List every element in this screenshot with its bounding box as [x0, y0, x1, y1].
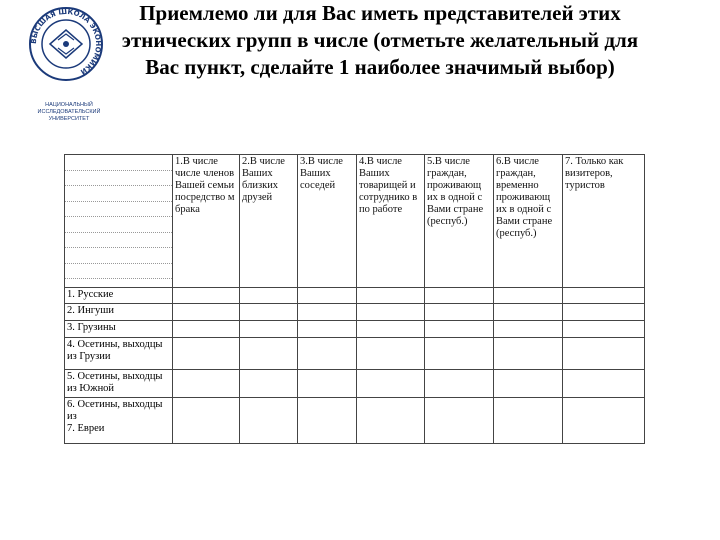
answer-cell[interactable] [240, 304, 298, 321]
answer-cell[interactable] [357, 370, 425, 398]
answer-cell[interactable] [240, 321, 298, 338]
row-label: 4. Осетины, выходцы из Грузии [65, 338, 173, 370]
answer-cell[interactable] [298, 398, 357, 444]
row-label-text: 6. Осетины, выходцы из [67, 399, 163, 422]
answer-cell[interactable] [240, 398, 298, 444]
answer-cell[interactable] [425, 321, 494, 338]
answer-cell[interactable] [298, 370, 357, 398]
answer-cell[interactable] [425, 370, 494, 398]
logo-caption-line1: НАЦИОНАЛЬНЫЙ ИССЛЕДОВАТЕЛЬСКИЙ [37, 102, 101, 115]
answer-cell[interactable] [357, 398, 425, 444]
answer-cell[interactable] [563, 321, 645, 338]
column-header: 5.В числе граждан, проживающ их в одной с Вами стране (респуб.) [425, 155, 494, 288]
answer-cell[interactable] [173, 304, 240, 321]
answer-cell[interactable] [357, 288, 425, 304]
answer-cell[interactable] [425, 398, 494, 444]
table-row [65, 370, 645, 398]
table-row [65, 398, 645, 444]
logo-ring-text: ВЫСШАЯ ШКОЛА ЭКОНОМИКИ [29, 7, 103, 76]
answer-cell[interactable] [298, 288, 357, 304]
table-row [65, 288, 645, 304]
answer-cell[interactable] [240, 338, 298, 370]
answer-cell[interactable] [357, 321, 425, 338]
answer-cell[interactable] [173, 398, 240, 444]
column-header: 7. Только как визитеров, туристов [563, 155, 645, 288]
column-header: 6.В числе граждан, временно проживающ их в одной с Вами стране (респуб.) [494, 155, 563, 288]
answer-cell[interactable] [357, 304, 425, 321]
answer-cell[interactable] [494, 338, 563, 370]
table-row [65, 338, 645, 370]
answer-cell[interactable] [298, 338, 357, 370]
answer-cell[interactable] [494, 288, 563, 304]
answer-cell[interactable] [563, 370, 645, 398]
row-label [65, 398, 173, 444]
answer-cell[interactable] [563, 288, 645, 304]
title-line-3: Вас пункт, сделайте 1 наиболее значимый выбор) [145, 55, 615, 79]
answer-cell[interactable] [240, 288, 298, 304]
header-row [65, 155, 645, 288]
answer-cell[interactable] [425, 338, 494, 370]
column-header: 4.В числе Ваших товарищей и сотруднико в по работе [357, 155, 425, 288]
survey-table [64, 154, 645, 444]
table-row [65, 321, 645, 338]
title-line-1: Приемлемо ли для Вас иметь представителей этих [139, 1, 621, 25]
answer-cell[interactable] [357, 338, 425, 370]
answer-cell[interactable] [298, 321, 357, 338]
row-label: 3. Грузины [65, 321, 173, 338]
corner-cell [65, 155, 173, 288]
answer-cell[interactable] [494, 304, 563, 321]
answer-cell[interactable] [240, 370, 298, 398]
row-label: 1. Русские [65, 288, 173, 304]
answer-cell[interactable] [298, 304, 357, 321]
answer-cell[interactable] [494, 398, 563, 444]
row-label: 2. Ингуши [65, 304, 173, 321]
answer-cell[interactable] [563, 398, 645, 444]
row-label: 5. Осетины, выходцы из Южной [65, 370, 173, 398]
answer-cell[interactable] [173, 321, 240, 338]
column-header: 2.В числе Ваших близких друзей [240, 155, 298, 288]
column-header: 3.В числе Ваших соседей [298, 155, 357, 288]
answer-cell[interactable] [494, 321, 563, 338]
table-row [65, 304, 645, 321]
answer-cell[interactable] [563, 304, 645, 321]
logo-caption-line2: УНИВЕРСИТЕТ [48, 116, 90, 122]
row-label-text: 7. Евреи [67, 423, 105, 434]
answer-cell[interactable] [173, 288, 240, 304]
answer-cell[interactable] [563, 338, 645, 370]
logo-caption [14, 102, 124, 123]
answer-cell[interactable] [425, 288, 494, 304]
answer-cell[interactable] [425, 304, 494, 321]
answer-cell[interactable] [173, 370, 240, 398]
column-header: 1.В числе числе членов Вашей семьи посредство м брака [173, 155, 240, 288]
answer-cell[interactable] [173, 338, 240, 370]
answer-cell[interactable] [494, 370, 563, 398]
page-title [40, 0, 720, 81]
title-line-2: этнических групп в числе (отметьте желательный для [121, 28, 639, 52]
